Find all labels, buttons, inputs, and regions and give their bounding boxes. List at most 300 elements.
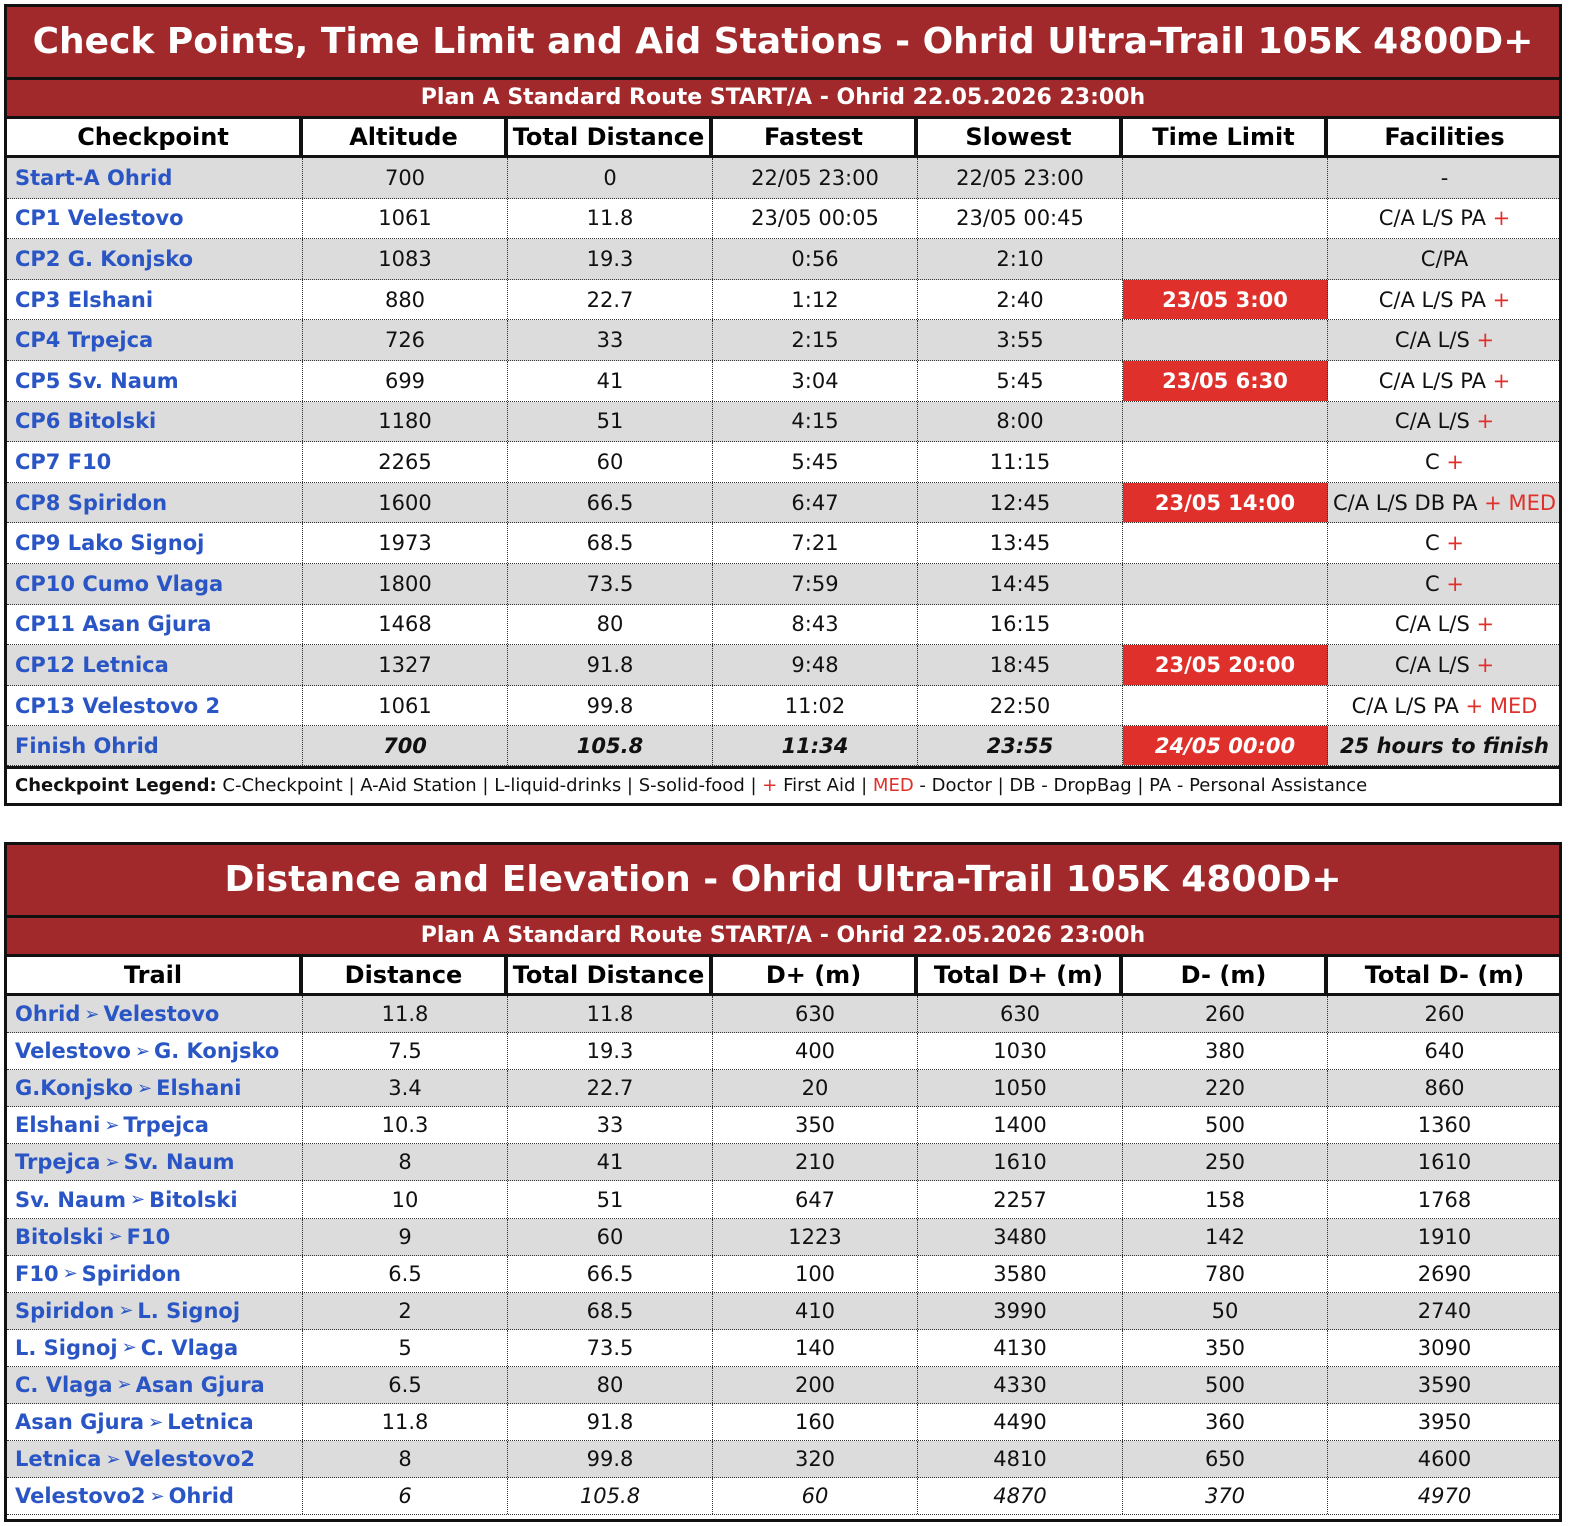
checkpoint-name: CP1 Velestovo — [7, 199, 303, 239]
arrow-icon: ➢ — [137, 1077, 153, 1099]
checkpoint-name: CP5 Sv. Naum — [7, 361, 303, 401]
d-plus-cell: 100 — [713, 1256, 918, 1292]
facilities-cell: 25 hours to finish — [1340, 733, 1549, 758]
checkpoint-row — [7, 402, 1559, 443]
facilities-text: C/A L/S — [1394, 328, 1470, 353]
facilities-text: C/A L/S PA — [1378, 368, 1486, 393]
d-plus-cell: 200 — [713, 1367, 918, 1403]
altitude-cell: 1061 — [303, 199, 508, 239]
first-aid-mark: + — [1476, 652, 1495, 677]
time-limit-cell: 23/05 20:00 — [1123, 645, 1328, 685]
total-distance-cell: 99.8 — [508, 686, 713, 726]
facilities-cell — [1328, 280, 1561, 320]
time-limit-cell — [1123, 239, 1328, 279]
total-d-plus-cell: 4490 — [918, 1404, 1123, 1440]
total-distance-cell: 0 — [508, 158, 713, 198]
d-plus-cell: 320 — [713, 1441, 918, 1477]
arrow-icon: ➢ — [104, 1114, 120, 1136]
checkpoint-row — [7, 564, 1559, 605]
trail-to: Sv. Naum — [123, 1150, 235, 1175]
altitude-cell: 700 — [303, 726, 508, 765]
total-d-plus-cell: 1400 — [918, 1107, 1123, 1143]
facilities-cell — [1328, 199, 1561, 239]
facilities-cell — [1328, 483, 1561, 523]
distance-cell: 6 — [303, 1478, 508, 1514]
time-limit-cell: 24/05 00:00 — [1123, 726, 1328, 765]
d-plus-cell: 1223 — [713, 1219, 918, 1255]
facilities-cell — [1328, 239, 1561, 279]
distance-cell: 8 — [303, 1144, 508, 1180]
d-plus-cell: 160 — [713, 1404, 918, 1440]
total-d-plus-cell: 3580 — [918, 1256, 1123, 1292]
trail-segment — [7, 1367, 303, 1403]
total-distance-cell: 60 — [508, 1219, 713, 1255]
arrow-icon: ➢ — [104, 1151, 120, 1173]
checkpoint-row — [7, 280, 1559, 321]
d-minus-cell: 50 — [1123, 1293, 1328, 1329]
facilities-text: C/A L/S PA — [1378, 206, 1486, 231]
trail-row — [7, 1070, 1559, 1107]
header-altitude: Altitude — [303, 119, 508, 155]
d-minus-cell: 780 — [1123, 1256, 1328, 1292]
checkpoint-name: CP11 Asan Gjura — [7, 605, 303, 645]
facilities-text: C/A L/S PA — [1378, 287, 1486, 312]
distance-cell: 11.8 — [303, 996, 508, 1032]
first-aid-mark: + — [1492, 368, 1511, 393]
altitude-cell: 2265 — [303, 442, 508, 482]
first-aid-mark: + — [1446, 449, 1464, 474]
total-d-plus-cell: 3990 — [918, 1293, 1123, 1329]
distance-cell: 8 — [303, 1441, 508, 1477]
d-minus-cell: 370 — [1123, 1478, 1328, 1514]
total-distance-cell: 105.8 — [508, 1478, 713, 1514]
header-checkpoint: Checkpoint — [7, 119, 303, 155]
total-d-minus-cell: 260 — [1424, 1002, 1465, 1027]
trail-from: Letnica — [15, 1447, 102, 1472]
trail-to: Ohrid — [168, 1484, 234, 1509]
header-slowest: Slowest — [918, 119, 1123, 155]
checkpoint-name: CP8 Spiridon — [7, 483, 303, 523]
trail-from: Ohrid — [15, 1002, 81, 1027]
table1-subtitle: Plan A Standard Route START/A - Ohrid 22.05.2026 23:00h — [7, 80, 1559, 119]
trail-row — [7, 1107, 1559, 1144]
first-aid-mark: + — [1476, 328, 1495, 353]
slowest-cell: 13:45 — [918, 523, 1123, 563]
arrow-icon: ➢ — [134, 1040, 150, 1062]
trail-row — [7, 1219, 1559, 1256]
total-distance-cell: 11.8 — [508, 996, 713, 1032]
total-d-plus-cell: 1030 — [918, 1033, 1123, 1069]
trail-segment — [7, 1441, 303, 1477]
facilities-text: C/PA — [1420, 246, 1469, 271]
checkpoint-name: CP12 Letnica — [7, 645, 303, 685]
trail-from: G.Konjsko — [15, 1076, 134, 1101]
trail-to: Velestovo — [103, 1002, 220, 1027]
trail-row — [7, 1256, 1559, 1293]
first-aid-mark: + — [1476, 612, 1495, 637]
table1-body — [7, 158, 1559, 766]
trail-from: Bitolski — [15, 1224, 104, 1249]
first-aid-mark: + — [1484, 490, 1502, 515]
d-plus-cell: 630 — [713, 996, 918, 1032]
facilities-text: C/A L/S PA — [1351, 693, 1459, 718]
d-minus-cell: 260 — [1123, 996, 1328, 1032]
total-distance-cell: 66.5 — [508, 483, 713, 523]
header-d-plus: D+ (m) — [713, 957, 918, 993]
slowest-cell: 23:55 — [918, 726, 1123, 765]
altitude-cell: 1468 — [303, 605, 508, 645]
total-d-plus-cell: 1050 — [918, 1070, 1123, 1106]
trail-segment — [7, 1330, 303, 1366]
legend-plus: + — [762, 775, 778, 797]
header-d-minus: D- (m) — [1123, 957, 1328, 993]
altitude-cell: 699 — [303, 361, 508, 401]
slowest-cell: 22/05 23:00 — [918, 158, 1123, 198]
slowest-cell: 12:45 — [918, 483, 1123, 523]
facilities-text: C/A L/S — [1394, 409, 1470, 434]
total-d-minus-cell: 4600 — [1417, 1447, 1472, 1472]
trail-segment — [7, 1293, 303, 1329]
arrow-icon: ➢ — [148, 1411, 164, 1433]
fastest-cell: 2:15 — [713, 320, 918, 360]
altitude-cell: 1061 — [303, 686, 508, 726]
checkpoint-row — [7, 361, 1559, 402]
trail-from: Spiridon — [15, 1298, 115, 1323]
trail-row — [7, 1404, 1559, 1441]
header-facilities: Facilities — [1384, 123, 1505, 151]
trail-from: Trpejca — [15, 1150, 101, 1175]
total-d-plus-cell: 1610 — [918, 1144, 1123, 1180]
fastest-cell: 9:48 — [713, 645, 918, 685]
slowest-cell: 23/05 00:45 — [918, 199, 1123, 239]
d-plus-cell: 140 — [713, 1330, 918, 1366]
trail-from: Sv. Naum — [15, 1187, 126, 1212]
slowest-cell: 14:45 — [918, 564, 1123, 604]
total-distance-cell: 41 — [508, 361, 713, 401]
fastest-cell: 11:02 — [713, 686, 918, 726]
fastest-cell: 5:45 — [713, 442, 918, 482]
distance-cell: 2 — [303, 1293, 508, 1329]
table1-header-row — [7, 119, 1559, 158]
total-distance-cell: 51 — [508, 1181, 713, 1217]
header-total-distance: Total Distance — [508, 957, 713, 993]
arrow-icon: ➢ — [107, 1226, 123, 1248]
checkpoint-name: Start-A Ohrid — [7, 158, 303, 198]
checkpoint-row — [7, 645, 1559, 686]
checkpoint-name: CP13 Velestovo 2 — [7, 686, 303, 726]
slowest-cell: 3:55 — [918, 320, 1123, 360]
finish-row — [7, 726, 1559, 766]
trail-to: C. Vlaga — [140, 1335, 239, 1360]
fastest-cell: 8:43 — [713, 605, 918, 645]
trail-from: L. Signoj — [15, 1335, 118, 1360]
trail-from: F10 — [15, 1261, 59, 1286]
altitude-cell: 700 — [303, 158, 508, 198]
legend-text-1: C-Checkpoint | A-Aid Station | L-liquid-drinks | S-solid-food | — [216, 775, 763, 797]
first-aid-mark: + — [1476, 409, 1495, 434]
d-minus-cell: 220 — [1123, 1070, 1328, 1106]
d-plus-cell: 400 — [713, 1033, 918, 1069]
facilities-cell — [1328, 158, 1561, 198]
time-limit-cell: 23/05 14:00 — [1123, 483, 1328, 523]
table2-body — [7, 996, 1559, 1515]
facilities-text: C — [1425, 531, 1440, 556]
trail-to: Spiridon — [81, 1261, 181, 1286]
slowest-cell: 18:45 — [918, 645, 1123, 685]
total-distance-cell: 33 — [508, 320, 713, 360]
time-limit-cell — [1123, 402, 1328, 442]
d-minus-cell: 500 — [1123, 1367, 1328, 1403]
arrow-icon: ➢ — [121, 1337, 137, 1359]
checkpoint-row — [7, 523, 1559, 564]
total-distance-cell: 80 — [508, 605, 713, 645]
total-distance-cell: 80 — [508, 1367, 713, 1403]
distance-elevation-table — [4, 842, 1562, 1522]
total-d-minus-cell: 1360 — [1417, 1113, 1472, 1138]
facilities-cell — [1328, 564, 1561, 604]
total-distance-cell: 105.8 — [508, 726, 713, 765]
legend-text-3: - Doctor | DB - DropBag | PA - Personal Assistance — [913, 775, 1368, 797]
first-aid-mark: + — [1446, 571, 1464, 596]
trail-to: G. Konjsko — [153, 1039, 280, 1064]
trail-segment — [7, 1070, 303, 1106]
total-distance-cell: 68.5 — [508, 1293, 713, 1329]
total-distance-cell: 91.8 — [508, 1404, 713, 1440]
facilities-text: C — [1425, 571, 1440, 596]
fastest-cell: 6:47 — [713, 483, 918, 523]
time-limit-cell: 23/05 3:00 — [1123, 280, 1328, 320]
total-distance-cell: 19.3 — [508, 239, 713, 279]
total-d-plus-cell: 2257 — [918, 1181, 1123, 1217]
total-d-plus-cell: 630 — [918, 996, 1123, 1032]
trail-to: Bitolski — [149, 1187, 238, 1212]
header-total-distance: Total Distance — [508, 119, 713, 155]
time-limit-cell — [1123, 442, 1328, 482]
total-d-minus-cell: 3590 — [1417, 1372, 1472, 1397]
trail-segment — [7, 1033, 303, 1069]
trail-segment — [7, 1181, 303, 1217]
first-aid-mark: + — [1446, 531, 1464, 556]
checkpoint-name: Finish Ohrid — [7, 726, 303, 765]
time-limit-cell — [1123, 523, 1328, 563]
facilities-cell — [1328, 442, 1561, 482]
distance-cell: 3.4 — [303, 1070, 508, 1106]
first-aid-mark: + — [1465, 693, 1484, 718]
total-distance-cell: 68.5 — [508, 523, 713, 563]
legend-label: Checkpoint Legend: — [15, 775, 217, 797]
trail-row — [7, 1293, 1559, 1330]
distance-cell: 11.8 — [303, 1404, 508, 1440]
trail-segment — [7, 1478, 303, 1514]
d-plus-cell: 647 — [713, 1181, 918, 1217]
altitude-cell: 1800 — [303, 564, 508, 604]
trail-row — [7, 1033, 1559, 1070]
total-distance-cell: 73.5 — [508, 564, 713, 604]
altitude-cell: 1327 — [303, 645, 508, 685]
trail-to: Trpejca — [123, 1113, 209, 1138]
slowest-cell: 2:40 — [918, 280, 1123, 320]
facilities-cell — [1328, 320, 1561, 360]
facilities-cell — [1328, 523, 1561, 563]
time-limit-cell: 23/05 6:30 — [1123, 361, 1328, 401]
arrow-icon: ➢ — [149, 1485, 165, 1507]
checkpoint-name: CP9 Lako Signoj — [7, 523, 303, 563]
trail-row — [7, 1478, 1559, 1515]
d-minus-cell: 380 — [1123, 1033, 1328, 1069]
trail-to: F10 — [126, 1224, 171, 1249]
slowest-cell: 22:50 — [918, 686, 1123, 726]
d-plus-cell: 210 — [713, 1144, 918, 1180]
fastest-cell: 23/05 00:05 — [713, 199, 918, 239]
time-limit-cell — [1123, 605, 1328, 645]
total-distance-cell: 73.5 — [508, 1330, 713, 1366]
fastest-cell: 22/05 23:00 — [713, 158, 918, 198]
slowest-cell: 2:10 — [918, 239, 1123, 279]
facilities-text: - — [1440, 165, 1449, 190]
total-distance-cell: 22.7 — [508, 1070, 713, 1106]
facilities-text: C/A L/S — [1394, 612, 1470, 637]
facilities-cell — [1328, 361, 1561, 401]
fastest-cell: 11:34 — [713, 726, 918, 765]
header-distance: Distance — [303, 957, 508, 993]
first-aid-mark: + — [1492, 287, 1511, 312]
facilities-text: C/A L/S DB PA — [1332, 490, 1478, 515]
d-minus-cell: 500 — [1123, 1107, 1328, 1143]
total-distance-cell: 99.8 — [508, 1441, 713, 1477]
arrow-icon: ➢ — [62, 1263, 78, 1285]
d-plus-cell: 350 — [713, 1107, 918, 1143]
arrow-icon: ➢ — [105, 1448, 121, 1470]
trail-row — [7, 1144, 1559, 1181]
facilities-text: C — [1425, 449, 1440, 474]
distance-cell: 9 — [303, 1219, 508, 1255]
time-limit-cell — [1123, 199, 1328, 239]
checkpoint-name: CP6 Bitolski — [7, 402, 303, 442]
trail-to: Letnica — [167, 1410, 254, 1435]
d-minus-cell: 250 — [1123, 1144, 1328, 1180]
trail-segment — [7, 1107, 303, 1143]
checkpoint-row — [7, 605, 1559, 646]
checkpoints-table — [4, 4, 1562, 806]
total-d-minus-cell: 860 — [1424, 1076, 1465, 1101]
facilities-text: C/A L/S — [1394, 652, 1470, 677]
checkpoint-legend — [7, 766, 1559, 799]
fastest-cell: 7:59 — [713, 564, 918, 604]
total-distance-cell: 11.8 — [508, 199, 713, 239]
checkpoint-row — [7, 239, 1559, 280]
d-minus-cell: 360 — [1123, 1404, 1328, 1440]
arrow-icon: ➢ — [84, 1003, 100, 1025]
table2-subtitle: Plan A Standard Route START/A - Ohrid 22.05.2026 23:00h — [7, 918, 1559, 957]
altitude-cell: 1180 — [303, 402, 508, 442]
arrow-icon: ➢ — [116, 1374, 132, 1396]
total-d-plus-cell: 4870 — [918, 1478, 1123, 1514]
total-d-minus-cell: 2740 — [1417, 1298, 1472, 1323]
d-minus-cell: 158 — [1123, 1181, 1328, 1217]
fastest-cell: 7:21 — [713, 523, 918, 563]
legend-med: MED — [872, 775, 914, 797]
total-d-plus-cell: 4130 — [918, 1330, 1123, 1366]
total-d-minus-cell: 2690 — [1417, 1261, 1472, 1286]
total-d-minus-cell: 1610 — [1417, 1150, 1472, 1175]
total-d-minus-cell: 640 — [1424, 1039, 1465, 1064]
distance-cell: 10.3 — [303, 1107, 508, 1143]
trail-from: Velestovo — [15, 1039, 131, 1064]
header-fastest: Fastest — [713, 119, 918, 155]
doctor-mark: MED — [1508, 490, 1557, 515]
checkpoint-name: CP7 F10 — [7, 442, 303, 482]
slowest-cell: 5:45 — [918, 361, 1123, 401]
total-d-minus-cell: 3950 — [1417, 1410, 1472, 1435]
total-d-minus-cell: 4970 — [1417, 1484, 1472, 1509]
header-total-d-minus: Total D- (m) — [1364, 961, 1525, 989]
total-d-plus-cell: 4330 — [918, 1367, 1123, 1403]
checkpoint-row — [7, 158, 1559, 199]
checkpoint-name: CP2 G. Konjsko — [7, 239, 303, 279]
trail-to: Asan Gjura — [135, 1372, 265, 1397]
distance-cell: 5 — [303, 1330, 508, 1366]
d-minus-cell: 142 — [1123, 1219, 1328, 1255]
altitude-cell: 1600 — [303, 483, 508, 523]
fastest-cell: 0:56 — [713, 239, 918, 279]
checkpoint-row — [7, 442, 1559, 483]
total-d-minus-cell: 1768 — [1417, 1187, 1472, 1212]
table2-header-row — [7, 957, 1559, 996]
facilities-cell — [1328, 686, 1561, 726]
doctor-mark: MED — [1489, 693, 1538, 718]
checkpoint-row — [7, 320, 1559, 361]
time-limit-cell — [1123, 686, 1328, 726]
trail-from: C. Vlaga — [15, 1372, 113, 1397]
altitude-cell: 726 — [303, 320, 508, 360]
fastest-cell: 4:15 — [713, 402, 918, 442]
header-total-d-plus: Total D+ (m) — [918, 957, 1123, 993]
time-limit-cell — [1123, 158, 1328, 198]
checkpoint-name: CP10 Cumo Vlaga — [7, 564, 303, 604]
arrow-icon: ➢ — [118, 1300, 134, 1322]
arrow-icon: ➢ — [129, 1189, 146, 1211]
distance-cell: 10 — [303, 1181, 508, 1217]
d-plus-cell: 410 — [713, 1293, 918, 1329]
d-minus-cell: 650 — [1123, 1441, 1328, 1477]
total-d-plus-cell: 3480 — [918, 1219, 1123, 1255]
trail-from: Elshani — [15, 1113, 101, 1138]
facilities-cell — [1328, 605, 1561, 645]
total-d-plus-cell: 4810 — [918, 1441, 1123, 1477]
trail-from: Velestovo2 — [15, 1484, 146, 1509]
altitude-cell: 1973 — [303, 523, 508, 563]
trail-row — [7, 1367, 1559, 1404]
d-minus-cell: 350 — [1123, 1330, 1328, 1366]
total-distance-cell: 66.5 — [508, 1256, 713, 1292]
trail-to: Velestovo2 — [124, 1447, 256, 1472]
header-time-limit: Time Limit — [1123, 119, 1328, 155]
legend-text-2: First Aid | — [777, 775, 873, 797]
facilities-cell — [1328, 402, 1561, 442]
trail-row — [7, 996, 1559, 1033]
d-plus-cell: 20 — [713, 1070, 918, 1106]
d-plus-cell: 60 — [713, 1478, 918, 1514]
trail-from: Asan Gjura — [15, 1410, 145, 1435]
checkpoint-name: CP3 Elshani — [7, 280, 303, 320]
trail-segment — [7, 1404, 303, 1440]
table1-title: Check Points, Time Limit and Aid Stations - Ohrid Ultra-Trail 105K 4800D+ — [7, 7, 1559, 80]
trail-segment — [7, 1219, 303, 1255]
distance-cell: 6.5 — [303, 1256, 508, 1292]
distance-cell: 7.5 — [303, 1033, 508, 1069]
total-distance-cell: 60 — [508, 442, 713, 482]
table2-title: Distance and Elevation - Ohrid Ultra-Trail 105K 4800D+ — [7, 845, 1559, 918]
